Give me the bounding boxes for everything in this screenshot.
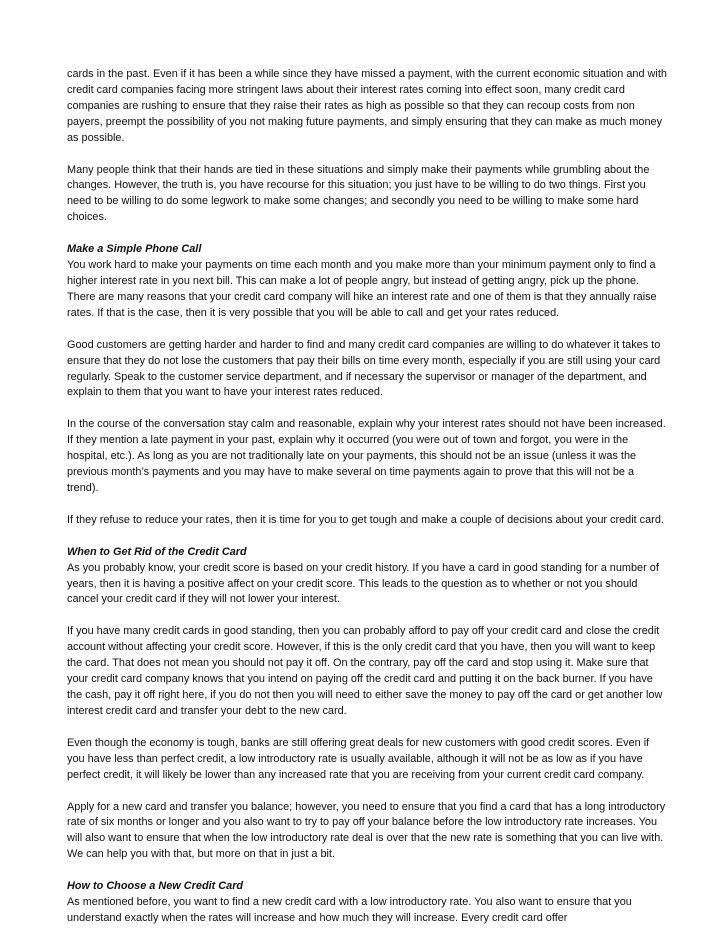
paragraph: If they refuse to reduce your rates, then it is time for you to get tough and make a couple of decisions about your credit card.: [67, 513, 664, 526]
document-page: [67, 67, 667, 943]
section-phone-call: [67, 242, 667, 322]
paragraph: If you have many credit cards in good standing, then you can probably afford to pay off your credit card and close the credit account without affecting your credit score. However, if this is the only credit card that you have, then you will want to keep the card. That does not mean you should not pay it off. On the contrary, pay off the card and stop using it. Make sure that your credit card company knows that you intend on paying off the credit card and putting it on the back burner. If you have the cash, pay it off right here, if you do not then you will need to either save the money to pay off the card or get another low interest credit card and transfer your debt to the new card.: [67, 625, 663, 717]
paragraph: Apply for a new card and transfer you balance; however, you need to ensure that you find a card that has a long introductory rate of six months or longer and you also want to try to pay off your balance before the low introductory rate increases. You will also want to ensure that when the low introductory rate deal is over that the new rate is something that you can live with. We can help you with that, but more on that in just a bit.: [67, 800, 666, 861]
paragraph: In the course of the conversation stay calm and reasonable, explain why your interest rates should not have been increased. If they mention a late payment in your past, explain why it occurred (you were out of town and forgot, you were in the hospital, etc.). As long as you are not traditionally late on your payments, this should not be an issue (unless it was the previous month’s payments and you may have to make several on time payments again to prove that this will not be a trend).: [67, 418, 666, 494]
section-choose-new-card: [67, 879, 667, 927]
section-body: As mentioned before, you want to find a new credit card with a low introductory rate. You also want to ensure that you understand exactly when the rates will increase and how much they will increase. Every credit card offer: [67, 896, 632, 924]
section-heading: Make a Simple Phone Call: [67, 243, 202, 256]
paragraph: Good customers are getting harder and harder to find and many credit card companies are willing to do whatever it takes to ensure that they do not lose the customers that pay their bills on time every month, especially if you are still using your card regularly. Speak to the customer service department, and if necessary the supervisor or manager of the department, and explain to them that you want to have your interest rates reduced.: [67, 338, 661, 399]
section-get-rid-of-card: [67, 545, 667, 609]
section-body: You work hard to make your payments on time each month and you make more than your minimum payment only to find a higher interest rate in you next bill. This can make a lot of people angry, but instead of getting angry, pick up the phone. There are many reasons that your credit card company will hike an interest rate and one of them is that they annually raise rates. If that is the case, then it is very possible that you will be able to call and get your rates reduced.: [67, 259, 657, 319]
paragraph: Many people think that their hands are tied in these situations and simply make their payments while grumbling about the changes. However, the truth is, you have recourse for this situation; you just have to be willing to do two things. First you need to be willing to do some legwork to make some changes; and secondly you need to be willing to make some hard choices.: [67, 163, 650, 224]
paragraph: Even though the economy is tough, banks are still offering great deals for new customers with good credit scores. Even if you have less than perfect credit, a low introductory rate is usually available, although it will not be as low as if you have perfect credit, it will likely be lower than any increased rate that you are receiving from your current credit card company.: [67, 736, 650, 781]
section-heading: When to Get Rid of the Credit Card: [67, 545, 247, 558]
section-body: As you probably know, your credit score is based on your credit history. If you have a card in good standing for a number of years, then it is having a positive affect on your credit score. This leads to the question as to whether or not you should cancel your credit card if they will not lower your interest.: [67, 561, 659, 606]
paragraph: cards in the past. Even if it has been a while since they have missed a payment, with the current economic situation and with credit card companies facing more stringent laws about their interest rates coming into effect soon, many credit card companies are rushing to ensure that they raise their rates as high as possible so that they can recoup costs from non payers, preempt the possibility of you not making future payments, and simply ensuring that they can make as much money as possible.: [67, 68, 667, 144]
section-heading: How to Choose a New Credit Card: [67, 880, 244, 893]
